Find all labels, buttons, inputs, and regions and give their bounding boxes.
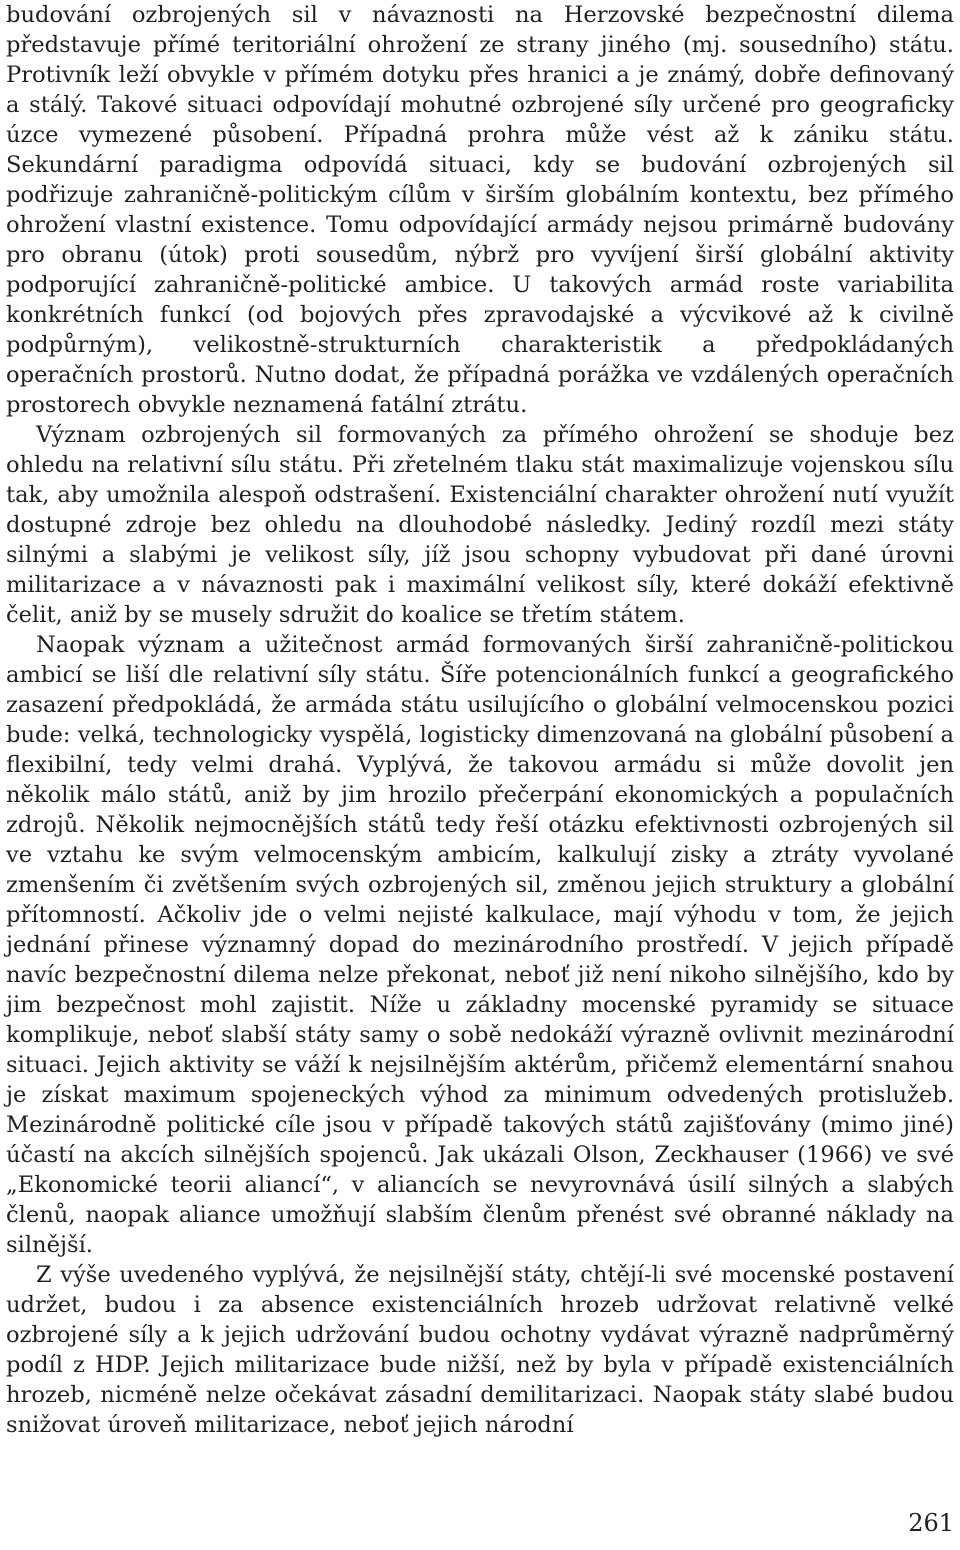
- paragraph: budování ozbrojených sil v návaznosti na Herzovské bezpečnostní dilema představuje přímé teritoriální ohrožení ze strany jiného (mj. sousedního) státu. Protivník leží obvykle v přímém dotyku přes hranici a je známý, dobře definovaný a stálý. Takové situaci odpovídají mohutné ozbrojené síly určené pro geograficky úzce vymezené působení. Případná prohra může vést až k zániku státu. Sekundární paradigma odpovídá situaci, kdy se budování ozbrojených sil podřizuje zahraničně-politickým cílům v širším globálním kontextu, bez přímého ohrožení vlastní existence. Tomu odpovídající armády nejsou primárně budovány pro obranu (útok) proti sousedům, nýbrž pro vyvíjení širší globální aktivity podporující zahraničně-politické ambice. U takových armád roste variabilita konkrétních funkcí (od bojových přes zpravodajské a výcvikové až k civilně podpůrným), velikostně-strukturních charakteristik a předpokládaných operačních prostorů. Nutno dodat, že případná porážka ve vzdálených operačních prostorech obvykle neznamená fatální ztrátu.: [6, 2, 954, 418]
- body-text: [6, 0, 954, 1440]
- paragraph: Naopak význam a užitečnost armád formovaných širší zahraničně-politickou ambicí se liší dle relativní síly státu. Šíře potencionálních funkcí a geografického zasazení předpokládá, že armáda státu usilujícího o globální velmocenskou pozici bude: velká, technologicky vyspělá, logisticky dimenzovaná na globální působení a flexibilní, tedy velmi drahá. Vyplývá, že takovou armádu si může dovolit jen několik málo států, aniž by jim hrozilo přečerpání ekonomických a populačních zdrojů. Několik nejmocnějších států tedy řeší otázku efektivnosti ozbrojených sil ve vztahu ke svým velmocenským ambicím, kalkulují zisky a ztráty vyvolané zmenšením či zvětšením svých ozbrojených sil, změnou jejich struktury a globální přítomností. Ačkoliv jde o velmi nejisté kalkulace, mají výhodu v tom, že jejich jednání přinese významný dopad do mezinárodního prostředí. V jejich případě navíc bezpečnostní dilema nelze překonat, neboť již není nikoho silnějšího, kdo by jim bezpečnost mohl zajistit. Níže u základny mocenské pyramidy se situace komplikuje, neboť slabší státy samy o sobě nedokáží výrazně ovlivnit mezinárodní situaci. Jejich aktivity se váží k nejsilnějším aktérům, přičemž elementární snahou je získat maximum spojeneckých výhod za minimum odvedených protislužeb. Mezinárodně politické cíle jsou v případě takových států zajišťovány (mimo jiné) účastí na akcích silnějších spojenců. Jak ukázali Olson, Zeckhauser (1966) ve své „Ekonomické teorii aliancí“, v aliancích se nevyrovnává úsilí silných a slabých členů, naopak aliance umožňují slabším členům přenést své obranné náklady na silnější.: [6, 632, 954, 1258]
- paragraph: Význam ozbrojených sil formovaných za přímého ohrožení se shoduje bez ohledu na relativní sílu státu. Při zřetelném tlaku stát maximalizuje vojenskou sílu tak, aby umožnila alespoň odstrašení. Existenciální charakter ohrožení nutí využít dostupné zdroje bez ohledu na dlouhodobé následky. Jediný rozdíl mezi státy silnými a slabými je velikost síly, jíž jsou schopny vybudovat při dané úrovni militarizace a v návaznosti pak i maximální velikost síly, které dokáží efektivně čelit, aniž by se musely sdružit do koalice se třetím státem.: [6, 422, 954, 628]
- paragraph: Z výše uvedeného vyplývá, že nejsilnější státy, chtějí-li své mocenské postavení udržet, budou i za absence existenciálních hrozeb udržovat relativně velké ozbrojené síly a k jejich udržování budou ochotny vydávat výrazně nadprůměrný podíl z HDP. Jejich militarizace bude nižší, než by byla v případě existenciálních hrozeb, nicméně nelze očekávat zásadní demilitarizaci. Naopak státy slabé budou snižovat úroveň militarizace, neboť jejich národní: [6, 1262, 954, 1438]
- page-number: 261: [908, 1509, 954, 1537]
